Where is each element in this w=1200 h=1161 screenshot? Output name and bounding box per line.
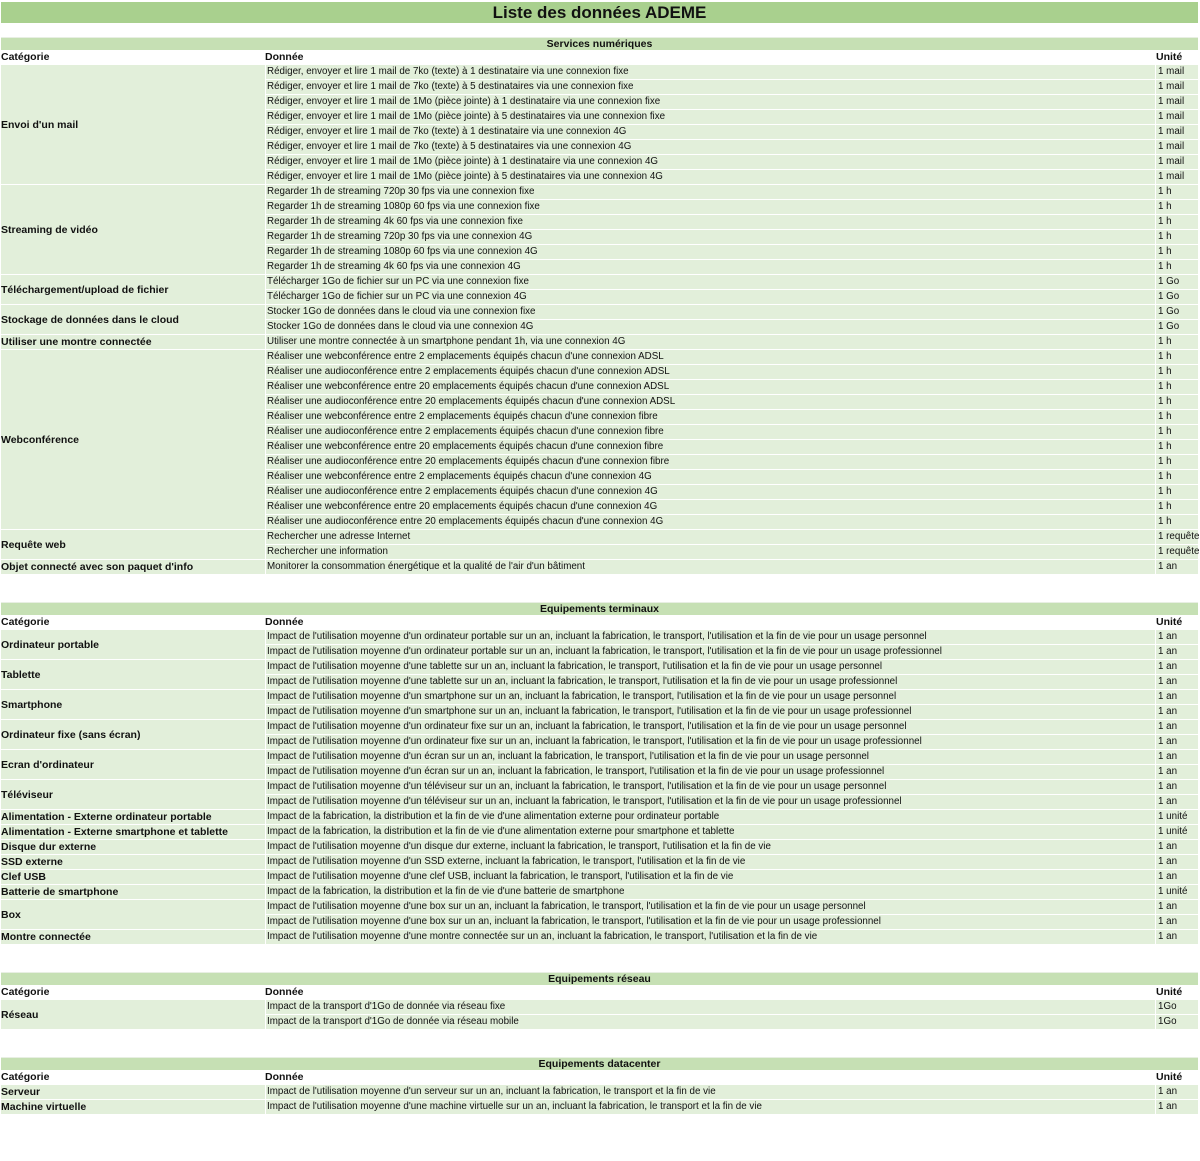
data-cell: Impact de l'utilisation moyenne d'une montre connectée sur un an, incluant la fabrication, le transport, l'utilisation et la fin de vie xyxy=(266,930,1156,944)
section xyxy=(1,972,1198,1030)
table-row xyxy=(266,319,1198,334)
category-cell: Batterie de smartphone xyxy=(1,885,266,899)
category-cell: Ordinateur fixe (sans écran) xyxy=(1,720,266,749)
table-row xyxy=(266,764,1198,779)
unit-cell: 1 an xyxy=(1158,901,1178,912)
data-cell: Réaliser une audioconférence entre 2 emplacements équipés chacun d'une connexion fibre xyxy=(266,425,1156,439)
category-group xyxy=(1,560,1198,575)
unit-cell: 1 Go xyxy=(1158,321,1180,332)
table-row xyxy=(266,109,1198,124)
data-cell: Impact de l'utilisation moyenne d'un disque dur externe, incluant la fabrication, le transport, l'utilisation et la fin de vie xyxy=(266,840,1156,854)
rows-block xyxy=(266,840,1198,854)
unit-cell: 1 h xyxy=(1158,351,1172,362)
data-cell: Rédiger, envoyer et lire 1 mail de 7ko (texte) à 1 destinataire via une connexion fixe xyxy=(266,65,1156,79)
table-row xyxy=(266,885,1198,899)
data-cell: Impact de l'utilisation moyenne d'un smartphone sur un an, incluant la fabrication, le transport, l'utilisation et la fin de vie pour un usage professionnel xyxy=(266,705,1156,719)
table-row xyxy=(266,350,1198,364)
unit-cell: 1 h xyxy=(1158,441,1172,452)
category-cell: Smartphone xyxy=(1,690,266,719)
data-cell: Impact de l'utilisation moyenne d'une tablette sur un an, incluant la fabrication, le transport, l'utilisation et la fin de vie pour un usage professionnel xyxy=(266,675,1156,689)
data-cell: Rédiger, envoyer et lire 1 mail de 1Mo (pièce jointe) à 1 destinataire via une connexion 4G xyxy=(266,155,1156,169)
unit-cell: 1 an xyxy=(1158,751,1178,762)
data-cell: Regarder 1h de streaming 4k 60 fps via une connexion 4G xyxy=(266,260,1156,274)
unit-cell: 1 an xyxy=(1158,1086,1178,1097)
data-cell: Monitorer la consommation énergétique et la qualité de l'air d'un bâtiment xyxy=(266,560,1156,574)
table-row xyxy=(266,750,1198,764)
data-cell: Rédiger, envoyer et lire 1 mail de 1Mo (pièce jointe) à 5 destinataires via une connexion 4G xyxy=(266,170,1156,184)
unit-cell: 1 an xyxy=(1158,781,1178,792)
table-row xyxy=(266,780,1198,794)
section-title: Equipements datacenter xyxy=(1,1057,1198,1070)
table-row xyxy=(266,660,1198,674)
table-row xyxy=(266,454,1198,469)
header-unit: Unité xyxy=(1156,1071,1183,1083)
data-cell: Impact de l'utilisation moyenne d'un smartphone sur un an, incluant la fabrication, le transport, l'utilisation et la fin de vie pour un usage personnel xyxy=(266,690,1156,704)
unit-cell: 1 unité xyxy=(1158,826,1188,837)
unit-cell: 1 an xyxy=(1158,691,1178,702)
unit-cell: 1 an xyxy=(1158,871,1178,882)
unit-cell: 1 an xyxy=(1158,561,1178,572)
header-category: Catégorie xyxy=(1,616,50,628)
data-cell: Utiliser une montre connectée à un smartphone pendant 1h, via une connexion 4G xyxy=(266,335,1156,349)
table-row xyxy=(266,734,1198,749)
rows-block xyxy=(266,780,1198,809)
table-row xyxy=(266,930,1198,944)
unit-cell: 1 an xyxy=(1158,661,1178,672)
data-cell: Impact de l'utilisation moyenne d'un ordinateur portable sur un an, incluant la fabrication, le transport, l'utilisation et la fin de vie pour un usage personnel xyxy=(266,630,1156,644)
unit-cell: 1 h xyxy=(1158,501,1172,512)
data-cell: Réaliser une webconférence entre 20 emplacements équipés chacun d'une connexion 4G xyxy=(266,500,1156,514)
data-cell: Impact de l'utilisation moyenne d'une box sur un an, incluant la fabrication, le transport, l'utilisation et la fin de vie pour un usage professionnel xyxy=(266,915,1156,929)
table-row xyxy=(266,825,1198,839)
table-row xyxy=(266,900,1198,914)
category-group xyxy=(1,930,1198,945)
rows-block xyxy=(266,720,1198,749)
rows-block xyxy=(266,305,1198,334)
category-cell: Alimentation - Externe ordinateur portable xyxy=(1,810,266,824)
rows-block xyxy=(266,1000,1198,1029)
category-group xyxy=(1,185,1198,275)
unit-cell: 1 mail xyxy=(1158,171,1185,182)
table-row xyxy=(266,690,1198,704)
table-row xyxy=(266,379,1198,394)
category-cell: Objet connecté avec son paquet d'info xyxy=(1,560,266,574)
category-cell: Box xyxy=(1,900,266,929)
table-row xyxy=(266,855,1198,869)
category-cell: Téléchargement/upload de fichier xyxy=(1,275,266,304)
table-row xyxy=(266,94,1198,109)
header-category: Catégorie xyxy=(1,986,50,998)
category-cell: Montre connectée xyxy=(1,930,266,944)
data-cell: Regarder 1h de streaming 1080p 60 fps via une connexion 4G xyxy=(266,245,1156,259)
category-cell: Disque dur externe xyxy=(1,840,266,854)
unit-cell: 1 unité xyxy=(1158,811,1188,822)
rows-block xyxy=(266,870,1198,884)
unit-cell: 1 mail xyxy=(1158,156,1185,167)
header-category: Catégorie xyxy=(1,51,50,63)
category-group xyxy=(1,335,1198,350)
data-cell: Impact de l'utilisation moyenne d'un téléviseur sur un an, incluant la fabrication, le transport, l'utilisation et la fin de vie pour un usage professionnel xyxy=(266,795,1156,809)
unit-cell: 1 an xyxy=(1158,796,1178,807)
rows-block xyxy=(266,750,1198,779)
unit-cell: 1 an xyxy=(1158,631,1178,642)
sections-container xyxy=(1,37,1198,1115)
unit-cell: 1 mail xyxy=(1158,111,1185,122)
category-cell: Streaming de vidéo xyxy=(1,185,266,274)
data-cell: Réaliser une audioconférence entre 20 emplacements équipés chacun d'une connexion ADSL xyxy=(266,395,1156,409)
data-cell: Impact de la fabrication, la distribution et la fin de vie d'une alimentation externe pour smartphone et tablette xyxy=(266,825,1156,839)
unit-cell: 1 mail xyxy=(1158,126,1185,137)
header-data: Donnée xyxy=(265,986,304,998)
table-row xyxy=(266,544,1199,559)
data-cell: Impact de l'utilisation moyenne d'une clef USB, incluant la fabrication, le transport, l'utilisation et la fin de vie xyxy=(266,870,1156,884)
unit-cell: 1 Go xyxy=(1158,276,1180,287)
unit-cell: 1 mail xyxy=(1158,96,1185,107)
table-row xyxy=(266,185,1198,199)
table-row xyxy=(266,335,1198,349)
table-row xyxy=(266,720,1198,734)
category-group xyxy=(1,870,1198,885)
table-row xyxy=(266,1014,1198,1029)
page-title: Liste des données ADEME xyxy=(1,2,1198,23)
data-cell: Impact de la fabrication, la distribution et la fin de vie d'une alimentation externe pour ordinateur portable xyxy=(266,810,1156,824)
category-cell: Ecran d'ordinateur xyxy=(1,750,266,779)
table-row xyxy=(266,1100,1198,1114)
table-row xyxy=(266,1000,1198,1014)
data-cell: Réaliser une audioconférence entre 20 emplacements équipés chacun d'une connexion 4G xyxy=(266,515,1156,529)
data-cell: Regarder 1h de streaming 1080p 60 fps via une connexion fixe xyxy=(266,200,1156,214)
table-row xyxy=(266,499,1198,514)
data-cell: Impact de l'utilisation moyenne d'une tablette sur un an, incluant la fabrication, le transport, l'utilisation et la fin de vie pour un usage personnel xyxy=(266,660,1156,674)
category-group xyxy=(1,530,1198,560)
category-group xyxy=(1,690,1198,720)
unit-cell: 1Go xyxy=(1158,1016,1177,1027)
unit-cell: 1 h xyxy=(1158,201,1172,212)
category-group xyxy=(1,855,1198,870)
table-row xyxy=(266,840,1198,854)
category-cell: Machine virtuelle xyxy=(1,1100,266,1114)
table-row xyxy=(266,794,1198,809)
data-cell: Rechercher une adresse Internet xyxy=(266,530,1156,544)
data-cell: Rédiger, envoyer et lire 1 mail de 1Mo (pièce jointe) à 1 destinataire via une connexion fixe xyxy=(266,95,1156,109)
unit-cell: 1 h xyxy=(1158,381,1172,392)
data-cell: Réaliser une audioconférence entre 2 emplacements équipés chacun d'une connexion ADSL xyxy=(266,365,1156,379)
data-cell: Impact de la fabrication, la distribution et la fin de vie d'une batterie de smartphone xyxy=(266,885,1156,899)
table-row xyxy=(266,229,1198,244)
header-unit: Unité xyxy=(1156,986,1183,998)
table-row xyxy=(266,674,1198,689)
header-category: Catégorie xyxy=(1,1071,50,1083)
unit-cell: 1 an xyxy=(1158,736,1178,747)
table-row xyxy=(266,484,1198,499)
data-cell: Télécharger 1Go de fichier sur un PC via une connexion 4G xyxy=(266,290,1156,304)
table-row xyxy=(266,870,1198,884)
unit-cell: 1 Go xyxy=(1158,306,1180,317)
rows-block xyxy=(266,530,1199,559)
rows-block xyxy=(266,930,1198,944)
unit-cell: 1 an xyxy=(1158,856,1178,867)
category-cell: Stockage de données dans le cloud xyxy=(1,305,266,334)
data-cell: Impact de l'utilisation moyenne d'un ordinateur fixe sur un an, incluant la fabrication, le transport, l'utilisation et la fin de vie pour un usage personnel xyxy=(266,720,1156,734)
header-unit: Unité xyxy=(1156,616,1183,628)
category-group xyxy=(1,350,1198,530)
table-row xyxy=(266,644,1198,659)
data-cell: Impact de l'utilisation moyenne d'un ordinateur fixe sur un an, incluant la fabrication, le transport, l'utilisation et la fin de vie pour un usage professionnel xyxy=(266,735,1156,749)
data-cell: Impact de l'utilisation moyenne d'un serveur sur un an, incluant la fabrication, le transport et la fin de vie xyxy=(266,1085,1156,1099)
data-cell: Réaliser une audioconférence entre 20 emplacements équipés chacun d'une connexion fibre xyxy=(266,455,1156,469)
table-row xyxy=(266,79,1198,94)
category-cell: Serveur xyxy=(1,1085,266,1099)
data-cell: Réaliser une webconférence entre 20 emplacements équipés chacun d'une connexion ADSL xyxy=(266,380,1156,394)
section-title: Equipements réseau xyxy=(1,972,1198,985)
header-data: Donnée xyxy=(265,1071,304,1083)
unit-cell: 1 h xyxy=(1158,186,1172,197)
table-row xyxy=(266,124,1198,139)
unit-cell: 1 h xyxy=(1158,426,1172,437)
category-cell: Ordinateur portable xyxy=(1,630,266,659)
rows-block xyxy=(266,1085,1198,1099)
table-row xyxy=(266,139,1198,154)
unit-cell: 1Go xyxy=(1158,1001,1177,1012)
data-cell: Rédiger, envoyer et lire 1 mail de 1Mo (pièce jointe) à 5 destinataires via une connexion fixe xyxy=(266,110,1156,124)
table-row xyxy=(266,65,1198,79)
table-row xyxy=(266,199,1198,214)
rows-block xyxy=(266,350,1198,529)
header-unit: Unité xyxy=(1156,51,1183,63)
table-row xyxy=(266,424,1198,439)
table-row xyxy=(266,289,1198,304)
rows-block xyxy=(266,825,1198,839)
unit-cell: 1 an xyxy=(1158,931,1178,942)
data-cell: Stocker 1Go de données dans le cloud via une connexion 4G xyxy=(266,320,1156,334)
unit-cell: 1 an xyxy=(1158,1101,1178,1112)
category-cell: Téléviseur xyxy=(1,780,266,809)
data-cell: Rédiger, envoyer et lire 1 mail de 7ko (texte) à 5 destinataires via une connexion 4G xyxy=(266,140,1156,154)
unit-cell: 1 an xyxy=(1158,676,1178,687)
category-group xyxy=(1,1085,1198,1100)
rows-block xyxy=(266,660,1198,689)
data-cell: Rechercher une information xyxy=(266,545,1156,559)
category-cell: Requête web xyxy=(1,530,266,559)
unit-cell: 1 requête xyxy=(1158,546,1200,557)
unit-cell: 1 an xyxy=(1158,766,1178,777)
category-group xyxy=(1,1100,1198,1115)
category-group xyxy=(1,630,1198,660)
rows-block xyxy=(266,185,1198,274)
category-group xyxy=(1,840,1198,855)
data-cell: Regarder 1h de streaming 720p 30 fps via une connexion 4G xyxy=(266,230,1156,244)
rows-block xyxy=(266,275,1198,304)
unit-cell: 1 h xyxy=(1158,396,1172,407)
rows-block xyxy=(266,630,1198,659)
unit-cell: 1 an xyxy=(1158,916,1178,927)
unit-cell: 1 an xyxy=(1158,706,1178,717)
header-data: Donnée xyxy=(265,51,304,63)
table-row xyxy=(266,810,1198,824)
data-cell: Impact de la transport d'1Go de donnée via réseau mobile xyxy=(266,1015,1156,1029)
category-cell: SSD externe xyxy=(1,855,266,869)
category-group xyxy=(1,825,1198,840)
table-row xyxy=(266,409,1198,424)
unit-cell: 1 an xyxy=(1158,646,1178,657)
table-row xyxy=(266,169,1198,184)
unit-cell: 1 an xyxy=(1158,721,1178,732)
table-row xyxy=(266,630,1198,644)
unit-cell: 1 h xyxy=(1158,486,1172,497)
unit-cell: 1 unité xyxy=(1158,886,1188,897)
unit-cell: 1 mail xyxy=(1158,81,1185,92)
category-group xyxy=(1,660,1198,690)
category-group xyxy=(1,810,1198,825)
table-row xyxy=(266,914,1198,929)
section xyxy=(1,37,1198,575)
category-cell: Envoi d'un mail xyxy=(1,65,266,184)
unit-cell: 1 h xyxy=(1158,366,1172,377)
data-cell: Télécharger 1Go de fichier sur un PC via une connexion fixe xyxy=(266,275,1156,289)
category-group xyxy=(1,750,1198,780)
unit-cell: 1 an xyxy=(1158,841,1178,852)
unit-cell: 1 h xyxy=(1158,456,1172,467)
data-cell: Impact de l'utilisation moyenne d'un SSD externe, incluant la fabrication, le transport, l'utilisation et la fin de vie xyxy=(266,855,1156,869)
section-title: Services numériques xyxy=(1,37,1198,50)
table-row xyxy=(266,364,1198,379)
table-row xyxy=(266,514,1198,529)
table-row xyxy=(266,259,1198,274)
category-cell: Tablette xyxy=(1,660,266,689)
table-row xyxy=(266,275,1198,289)
rows-block xyxy=(266,1100,1198,1114)
category-cell: Réseau xyxy=(1,1000,266,1029)
data-cell: Regarder 1h de streaming 4k 60 fps via une connexion fixe xyxy=(266,215,1156,229)
data-cell: Impact de l'utilisation moyenne d'une box sur un an, incluant la fabrication, le transport, l'utilisation et la fin de vie pour un usage personnel xyxy=(266,900,1156,914)
data-cell: Réaliser une webconférence entre 20 emplacements équipés chacun d'une connexion fibre xyxy=(266,440,1156,454)
data-cell: Stocker 1Go de données dans le cloud via une connexion fixe xyxy=(266,305,1156,319)
header-data: Donnée xyxy=(265,616,304,628)
category-group xyxy=(1,305,1198,335)
unit-cell: 1 h xyxy=(1158,516,1172,527)
unit-cell: 1 h xyxy=(1158,261,1172,272)
unit-cell: 1 Go xyxy=(1158,291,1180,302)
table-row xyxy=(266,214,1198,229)
unit-cell: 1 h xyxy=(1158,471,1172,482)
table-row xyxy=(266,704,1198,719)
table-row xyxy=(266,560,1198,574)
data-cell: Impact de la transport d'1Go de donnée via réseau fixe xyxy=(266,1000,1156,1014)
rows-block xyxy=(266,65,1198,184)
table-row xyxy=(266,244,1198,259)
unit-cell: 1 h xyxy=(1158,411,1172,422)
section xyxy=(1,602,1198,945)
unit-cell: 1 mail xyxy=(1158,66,1185,77)
section xyxy=(1,1057,1198,1115)
column-header-row xyxy=(1,985,1198,1000)
data-cell: Impact de l'utilisation moyenne d'un téléviseur sur un an, incluant la fabrication, le transport, l'utilisation et la fin de vie pour un usage personnel xyxy=(266,780,1156,794)
data-cell: Rédiger, envoyer et lire 1 mail de 7ko (texte) à 1 destinataire via une connexion 4G xyxy=(266,125,1156,139)
category-cell: Webconférence xyxy=(1,350,266,529)
data-cell: Impact de l'utilisation moyenne d'une machine virtuelle sur un an, incluant la fabrication, le transport et la fin de vie xyxy=(266,1100,1156,1114)
unit-cell: 1 h xyxy=(1158,246,1172,257)
rows-block xyxy=(266,690,1198,719)
table-row xyxy=(266,530,1199,544)
table-row xyxy=(266,1085,1198,1099)
unit-cell: 1 h xyxy=(1158,336,1172,347)
category-group xyxy=(1,1000,1198,1030)
data-cell: Rédiger, envoyer et lire 1 mail de 7ko (texte) à 5 destinataires via une connexion fixe xyxy=(266,80,1156,94)
table-row xyxy=(266,469,1198,484)
data-cell: Réaliser une webconférence entre 2 emplacements équipés chacun d'une connexion ADSL xyxy=(266,350,1156,364)
category-group xyxy=(1,720,1198,750)
category-group xyxy=(1,885,1198,900)
table-row xyxy=(266,394,1198,409)
column-header-row xyxy=(1,615,1198,630)
unit-cell: 1 h xyxy=(1158,231,1172,242)
data-cell: Réaliser une audioconférence entre 2 emplacements équipés chacun d'une connexion 4G xyxy=(266,485,1156,499)
unit-cell: 1 h xyxy=(1158,216,1172,227)
column-header-row xyxy=(1,1070,1198,1085)
category-group xyxy=(1,65,1198,185)
category-cell: Clef USB xyxy=(1,870,266,884)
unit-cell: 1 mail xyxy=(1158,141,1185,152)
data-cell: Regarder 1h de streaming 720p 30 fps via une connexion fixe xyxy=(266,185,1156,199)
column-header-row xyxy=(1,50,1198,65)
unit-cell: 1 requête xyxy=(1158,531,1200,542)
table-row xyxy=(266,439,1198,454)
data-cell: Réaliser une webconférence entre 2 emplacements équipés chacun d'une connexion 4G xyxy=(266,470,1156,484)
data-cell: Impact de l'utilisation moyenne d'un écran sur un an, incluant la fabrication, le transport, l'utilisation et la fin de vie pour un usage personnel xyxy=(266,750,1156,764)
category-cell: Utiliser une montre connectée xyxy=(1,335,266,349)
rows-block xyxy=(266,335,1198,349)
data-cell: Impact de l'utilisation moyenne d'un écran sur un an, incluant la fabrication, le transport, l'utilisation et la fin de vie pour un usage professionnel xyxy=(266,765,1156,779)
rows-block xyxy=(266,885,1198,899)
category-cell: Alimentation - Externe smartphone et tablette xyxy=(1,825,266,839)
category-group xyxy=(1,275,1198,305)
rows-block xyxy=(266,900,1198,929)
category-group xyxy=(1,900,1198,930)
rows-block xyxy=(266,560,1198,574)
data-cell: Réaliser une webconférence entre 2 emplacements équipés chacun d'une connexion fibre xyxy=(266,410,1156,424)
data-cell: Impact de l'utilisation moyenne d'un ordinateur portable sur un an, incluant la fabrication, le transport, l'utilisation et la fin de vie pour un usage professionnel xyxy=(266,645,1156,659)
section-title: Equipements terminaux xyxy=(1,602,1198,615)
table-row xyxy=(266,154,1198,169)
table-row xyxy=(266,305,1198,319)
rows-block xyxy=(266,810,1198,824)
category-group xyxy=(1,780,1198,810)
rows-block xyxy=(266,855,1198,869)
spreadsheet xyxy=(1,2,1198,1115)
